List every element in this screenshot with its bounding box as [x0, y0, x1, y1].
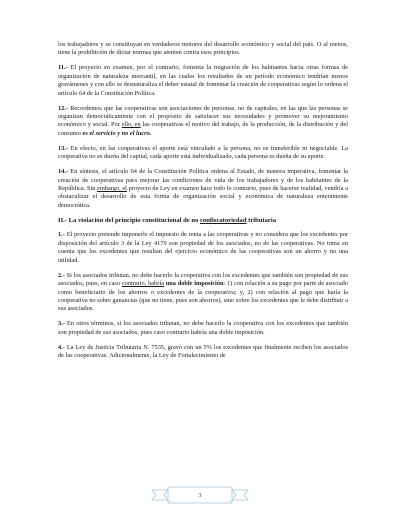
document-body — [58, 41, 348, 367]
paragraph-11 — [58, 64, 348, 98]
heading-text: II.- La violación del principio constitucional de no — [58, 216, 200, 224]
paragraph-number: 13.- — [58, 144, 69, 152]
paragraph-text: Recordemos que las cooperativas son asociaciones de personas, no de capitales, en las que las personas se organizan democráticamente con el propósito de satisfacer sus necesidades y promover su mejoramiento económico y social. Por — [58, 104, 348, 129]
paragraph-text: La Ley de Justicia Tributaria N. 7535, gravó con un 5% los excedentes que finalmente reciben los asociados de las cooperativas. Adicionalmente, la Ley de Fortalecimiento de — [58, 343, 348, 360]
heading-underlined-text: confiscatoriedad — [199, 216, 247, 224]
section-heading — [58, 217, 348, 226]
paragraph-number: 14.- — [58, 168, 69, 176]
heading-text: tributaria — [246, 216, 276, 224]
section-paragraph-4 — [58, 344, 348, 361]
paragraph-text: El proyecto pretende imponerle el impuesto de renta a las cooperativas y no considera que los excedentes por disposición del artículo 3 de la Ley 4179 son propiedad de los asociados, no de las cooperativas. No toma en cuenta que los excedentes que resultan del ejercicio económico de las cooperativas son un ahorro y no una utilidad. — [58, 231, 348, 264]
paragraph-number: 3.- — [58, 320, 65, 328]
page-number: 3 — [198, 493, 202, 499]
paragraph-14 — [58, 168, 348, 210]
bold-text: una doble imposición — [163, 280, 224, 288]
paragraph-text: En síntesis, el artículo 64 de la Constitución Política ordena al Estado, de manera imperativa, fomentar la creación de cooperativas para mejorar las condiciones de vida de los trabajadores y de los habitantes de la República. Sin — [58, 168, 348, 193]
paragraph-12 — [58, 105, 348, 139]
section-paragraph-3 — [58, 320, 348, 337]
underlined-text: embargo, el — [97, 185, 127, 193]
emphasis-text: es el servicio y no el lucro. — [82, 129, 152, 137]
paragraph-text: las cooperativas el motivo del trabajo, de la producción, de la distribución y del consumo — [58, 121, 348, 137]
paragraph-text: : 1) con relación a su pago por parte de asociado como beneficiario de los ahorros o excedentes de la cooperativa; y, 2) con relación al pago que haría la cooperativa no sobre ganancias (que no tiene, pues son ahorros), sino sobre los excedentes que le debe distribuir a sus asociados. — [58, 280, 348, 313]
paragraph-number: 12.- — [58, 104, 69, 112]
paragraph-number: 11.- — [58, 64, 68, 72]
page-footer — [150, 482, 250, 508]
paragraph-text: En efecto, en las cooperativas el aporte está vinculado a la persona, no es transferible ni negociable. La cooperativa no es dueña del capital, cada aporte está individualizado, cada persona es dueña de su aporte. — [58, 144, 348, 161]
section-paragraph-2 — [58, 272, 348, 314]
paragraph-continuation — [58, 41, 348, 58]
underlined-text: ello, en — [121, 121, 141, 129]
underlined-text: contrario, habría — [121, 280, 164, 288]
paragraph-text: los trabajadores y se constituyan en verdaderos motores del desarrollo económico y social del país. O al menos, tiene la prohibición de dictar normas que atenten contra esos principios. — [58, 41, 348, 57]
paragraph-13 — [58, 145, 348, 162]
section-paragraph-1 — [58, 231, 348, 265]
paragraph-number: 4.- — [58, 343, 65, 351]
paragraph-text: Si los asociados tributan, no debe hacerlo la cooperativa con los excedentes que también son propiedad de sus asociados, pues, en caso — [58, 271, 348, 288]
paragraph-number: 1.- — [58, 231, 65, 239]
paragraph-number: 2.- — [58, 271, 65, 279]
paragraph-text: En otros términos, si los asociados tributan, no debe hacerlo la cooperativa con los excedentes que también son propiedad de sus asociados, pues caso contrario habría una doble imposición. — [58, 320, 348, 336]
paragraph-text: proyecto de Ley en examen hace todo lo contrario, pues de hacerse realidad, vendría a obstaculizar el desarrollo de esta forma de organización social y económica de naturaleza enteramente democrática. — [58, 185, 348, 209]
paragraph-text: El proyecto en examen, por el contrario, fomenta la migración de los habitantes hacia otras formas de organización de naturaleza mercantil, en las cuales los resultados de un período económico tendrían menos gravámenes y con ello se desnaturaliza el deber estatal de fomentar la creación de cooperativas según lo ordena el artículo 64 de la Constitución Política. — [58, 64, 348, 97]
